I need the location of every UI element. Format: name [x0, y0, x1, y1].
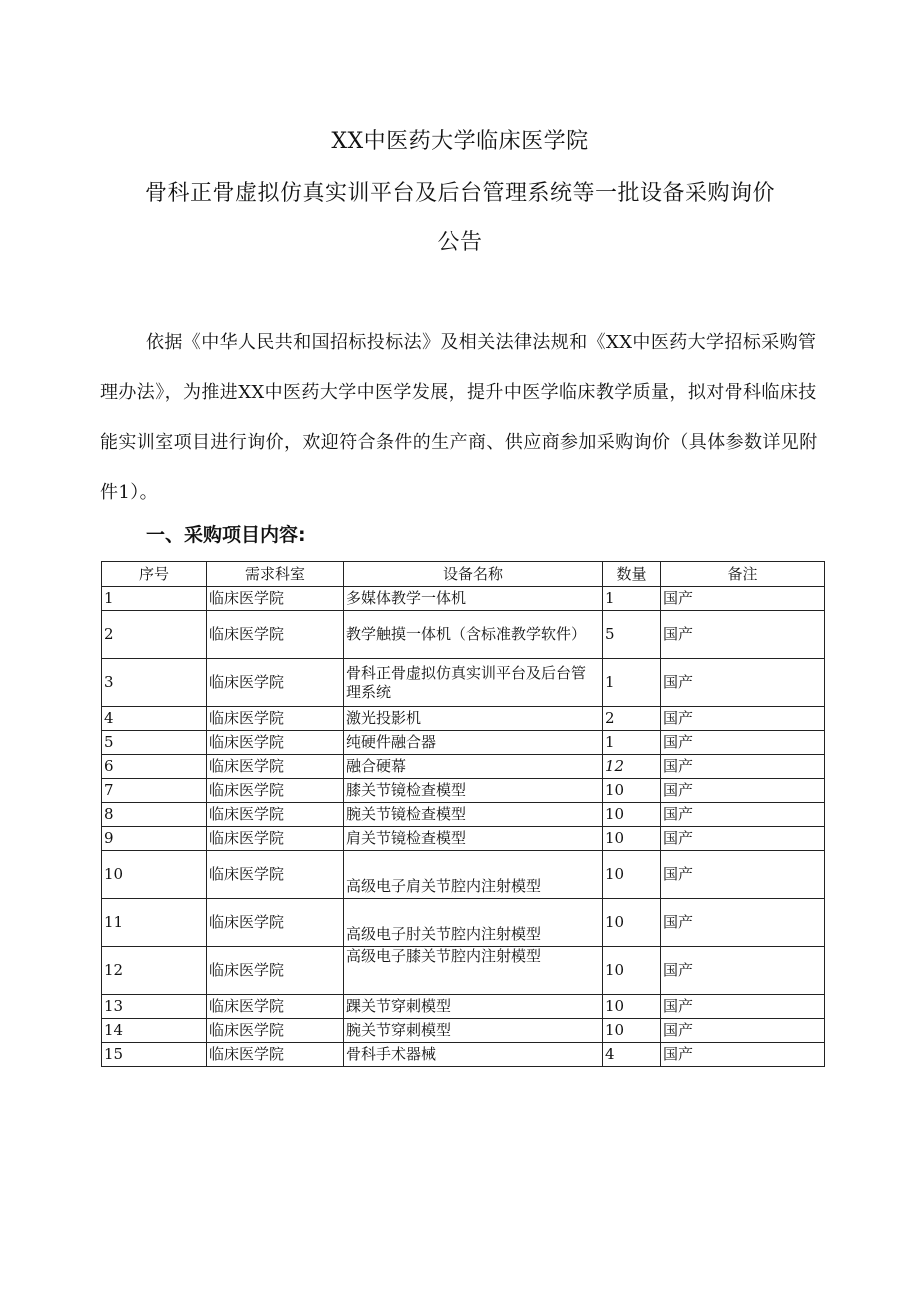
table-row: [102, 659, 825, 707]
cell-index: 10: [102, 851, 207, 899]
intro-paragraph: [100, 318, 822, 518]
cell-equipment-name: 高级电子膝关节腔内注射模型: [344, 947, 603, 995]
cell-remark: 国产: [661, 611, 825, 659]
header-remark: 备注: [661, 562, 825, 587]
cell-index: 4: [102, 707, 207, 731]
cell-department: 临床医学院: [207, 851, 344, 899]
table-row: [102, 851, 825, 899]
cell-remark: 国产: [661, 947, 825, 995]
table-row: [102, 995, 825, 1019]
cell-remark: 国产: [661, 659, 825, 707]
cell-remark: 国产: [661, 899, 825, 947]
table-row: [102, 707, 825, 731]
cell-remark: 国产: [661, 731, 825, 755]
cell-index: 7: [102, 779, 207, 803]
cell-remark: 国产: [661, 755, 825, 779]
table-row: [102, 611, 825, 659]
cell-department: 临床医学院: [207, 659, 344, 707]
cell-department: 临床医学院: [207, 755, 344, 779]
cell-remark: 国产: [661, 1043, 825, 1067]
title-line-2: 骨科正骨虚拟仿真实训平台及后台管理系统等一批设备采购询价: [144, 181, 775, 206]
procurement-table: [101, 561, 825, 1067]
cell-remark: 国产: [661, 995, 825, 1019]
cell-index: 11: [102, 899, 207, 947]
table-row: [102, 947, 825, 995]
cell-equipment-name: 膝关节镜检查模型: [344, 779, 603, 803]
cell-equipment-name: 踝关节穿刺模型: [344, 995, 603, 1019]
cell-department: 临床医学院: [207, 899, 344, 947]
cell-department: 临床医学院: [207, 587, 344, 611]
cell-index: 9: [102, 827, 207, 851]
cell-department: 临床医学院: [207, 1043, 344, 1067]
cell-equipment-name: 高级电子肩关节腔内注射模型: [344, 851, 603, 899]
table-row: [102, 731, 825, 755]
table-row: [102, 827, 825, 851]
cell-remark: 国产: [661, 803, 825, 827]
cell-quantity: 4: [603, 1043, 661, 1067]
cell-equipment-name: 骨科手术器械: [344, 1043, 603, 1067]
cell-index: 14: [102, 1019, 207, 1043]
cell-remark: 国产: [661, 587, 825, 611]
cell-department: 临床医学院: [207, 995, 344, 1019]
table-row: [102, 1043, 825, 1067]
cell-quantity: 2: [603, 707, 661, 731]
cell-quantity: 1: [603, 659, 661, 707]
cell-index: 6: [102, 755, 207, 779]
title-line-3: 公告: [437, 230, 483, 255]
cell-remark: 国产: [661, 827, 825, 851]
cell-remark: 国产: [661, 779, 825, 803]
cell-department: 临床医学院: [207, 779, 344, 803]
section-heading: 一、采购项目内容:: [146, 524, 306, 546]
cell-department: 临床医学院: [207, 947, 344, 995]
cell-equipment-name: 激光投影机: [344, 707, 603, 731]
cell-equipment-name: 高级电子肘关节腔内注射模型: [344, 899, 603, 947]
cell-index: 2: [102, 611, 207, 659]
cell-index: 15: [102, 1043, 207, 1067]
table-row: [102, 755, 825, 779]
cell-index: 8: [102, 803, 207, 827]
table-header-row: [102, 562, 825, 587]
cell-department: 临床医学院: [207, 611, 344, 659]
cell-remark: 国产: [661, 851, 825, 899]
table-row: [102, 803, 825, 827]
cell-department: 临床医学院: [207, 827, 344, 851]
cell-department: 临床医学院: [207, 731, 344, 755]
cell-quantity: 10: [603, 803, 661, 827]
cell-index: 3: [102, 659, 207, 707]
cell-index: 13: [102, 995, 207, 1019]
cell-equipment-name: 多媒体教学一体机: [344, 587, 603, 611]
cell-remark: 国产: [661, 1019, 825, 1043]
cell-department: 临床医学院: [207, 707, 344, 731]
header-index: 序号: [102, 562, 207, 587]
table-row: [102, 1019, 825, 1043]
cell-index: 12: [102, 947, 207, 995]
cell-quantity: 10: [603, 779, 661, 803]
cell-quantity: 10: [603, 947, 661, 995]
cell-quantity: 1: [603, 587, 661, 611]
table-row: [102, 779, 825, 803]
header-quantity: 数量: [603, 562, 661, 587]
table-row: [102, 899, 825, 947]
cell-department: 临床医学院: [207, 803, 344, 827]
header-department: 需求科室: [207, 562, 344, 587]
cell-remark: 国产: [661, 707, 825, 731]
cell-equipment-name: 腕关节镜检查模型: [344, 803, 603, 827]
header-equipment-name: 设备名称: [344, 562, 603, 587]
cell-equipment-name: 纯硬件融合器: [344, 731, 603, 755]
cell-quantity: 12: [603, 755, 661, 779]
cell-equipment-name: 融合硬幕: [344, 755, 603, 779]
cell-quantity: 10: [603, 851, 661, 899]
cell-index: 1: [102, 587, 207, 611]
title-line-1: XX中医药大学临床医学院: [331, 129, 589, 154]
cell-equipment-name: 肩关节镜检查模型: [344, 827, 603, 851]
cell-index: 5: [102, 731, 207, 755]
cell-equipment-name: 骨科正骨虚拟仿真实训平台及后台管理系统: [344, 659, 603, 707]
cell-quantity: 1: [603, 731, 661, 755]
cell-quantity: 10: [603, 995, 661, 1019]
cell-department: 临床医学院: [207, 1019, 344, 1043]
cell-equipment-name: 腕关节穿刺模型: [344, 1019, 603, 1043]
cell-quantity: 10: [603, 827, 661, 851]
cell-quantity: 5: [603, 611, 661, 659]
table-row: [102, 587, 825, 611]
intro-paragraph-text: 依据《中华人民共和国招标投标法》及相关法律法规和《XX中医药大学招标采购管理办法》，为推进XX中医药大学中医学发展，提升中医学临床教学质量，拟对骨科临床技能实训室项目进行询价，欢迎符合条件的生产商、供应商参加采购询价（具体参数详见附件1）。: [100, 332, 818, 503]
cell-quantity: 10: [603, 1019, 661, 1043]
cell-equipment-name: 教学触摸一体机（含标准教学软件）: [344, 611, 603, 659]
cell-quantity: 10: [603, 899, 661, 947]
